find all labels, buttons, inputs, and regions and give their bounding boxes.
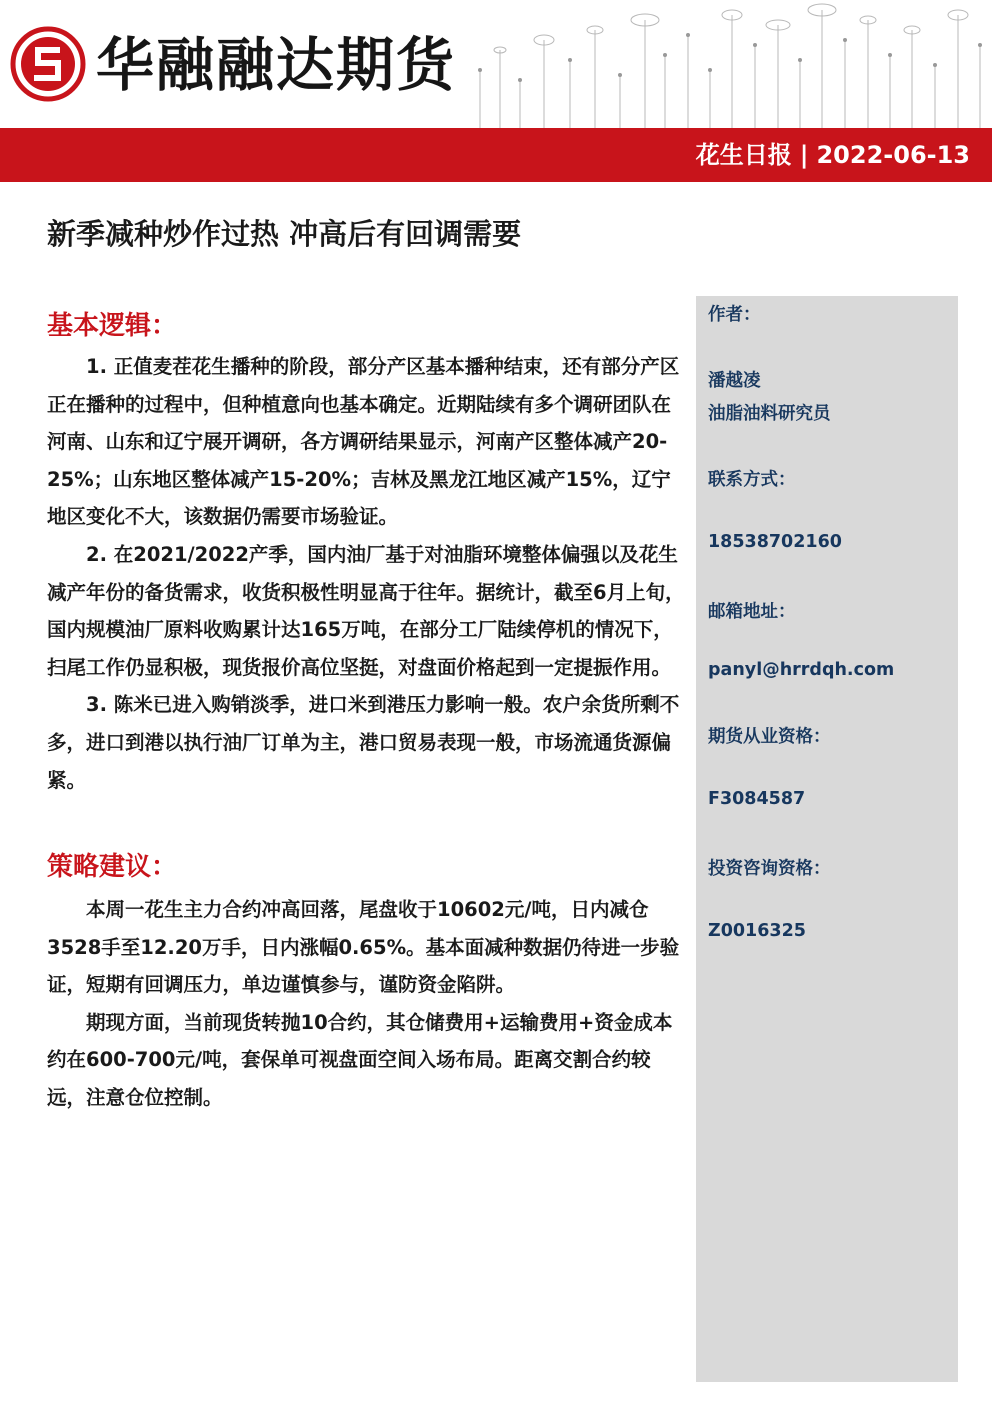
- phone-number: 18538702160: [708, 532, 842, 552]
- report-date: 2022-06-13: [816, 141, 970, 169]
- report-type: 花生日报: [695, 141, 792, 169]
- logic-paragraph-1: 1. 正值麦茬花生播种的阶段，部分产区基本播种结束，还有部分产区正在播种的过程中，但种植意向也基本确定。近期陆续有多个调研团队在河南、山东和辽宁展开调研，各方调研结果显示，河南产区整体减产20-25%；山东地区整体减产15-20%；吉林及黑龙江地区减产15%，辽宁地区变化不大，该数据仍需要市场验证。: [47, 355, 680, 529]
- strategy-paragraph-1: 本周一花生主力合约冲高回落，尾盘收于10602元/吨，日内减仓3528手至12.20万手，日内涨幅0.65%。基本面减种数据仍待进一步验证，短期有回调压力，单边谨慎参与，谨防资金陷阱。: [47, 898, 680, 997]
- report-headline: 新季减种炒作过热 冲高后有回调需要: [47, 217, 522, 251]
- futures-license-number: F3084587: [708, 789, 806, 809]
- report-separator: |: [799, 141, 809, 169]
- strategy-paragraph-2: 期现方面，当前现货转抛10合约，其仓储费用+运输费用+资金成本约在600-700元/吨，套保单可视盘面空间入场布局。距离交割合约较远，注意仓位控制。: [47, 1010, 673, 1109]
- company-logo-icon: [10, 26, 86, 102]
- strategy-body: [47, 891, 687, 1117]
- author-label: 作者：: [708, 305, 761, 325]
- author-name: 潘越凌: [708, 371, 761, 391]
- contact-label: 联系方式：: [708, 470, 796, 490]
- advisory-license-label: 投资咨询资格：: [708, 859, 831, 879]
- header-band: [0, 128, 992, 182]
- decorative-lines-icon: [460, 0, 992, 128]
- strategy-section-title: 策略建议：: [47, 852, 178, 882]
- report-meta: [696, 128, 970, 182]
- brand-name: 华融融达期货: [96, 31, 457, 99]
- author-title: 油脂油料研究员: [708, 404, 831, 424]
- author-sidebar: [696, 296, 958, 1382]
- logic-section-title: 基本逻辑：: [47, 311, 178, 341]
- advisory-license-number: Z0016325: [708, 921, 806, 941]
- logic-paragraph-3: 3. 陈米已进入购销淡季，进口米到港压力影响一般。农户余货所剩不多，进口到港以执行油厂订单为主，港口贸易表现一般，市场流通货源偏紧。: [47, 693, 680, 792]
- email-address[interactable]: panyl@hrrdqh.com: [708, 660, 895, 680]
- logic-paragraph-2: 2. 在2021/2022产季，国内油厂基于对油脂环境整体偏强以及花生减产年份的备货需求，收货积极性明显高于往年。据统计，截至6月上旬，国内规模油厂原料收购累计达165万吨，在部分工厂陆续停机的情况下，扫尾工作仍显积极，现货报价高位坚挺，对盘面价格起到一定提振作用。: [47, 542, 685, 679]
- email-label: 邮箱地址：: [708, 602, 796, 622]
- logic-body: [47, 348, 687, 799]
- futures-license-label: 期货从业资格：: [708, 727, 831, 747]
